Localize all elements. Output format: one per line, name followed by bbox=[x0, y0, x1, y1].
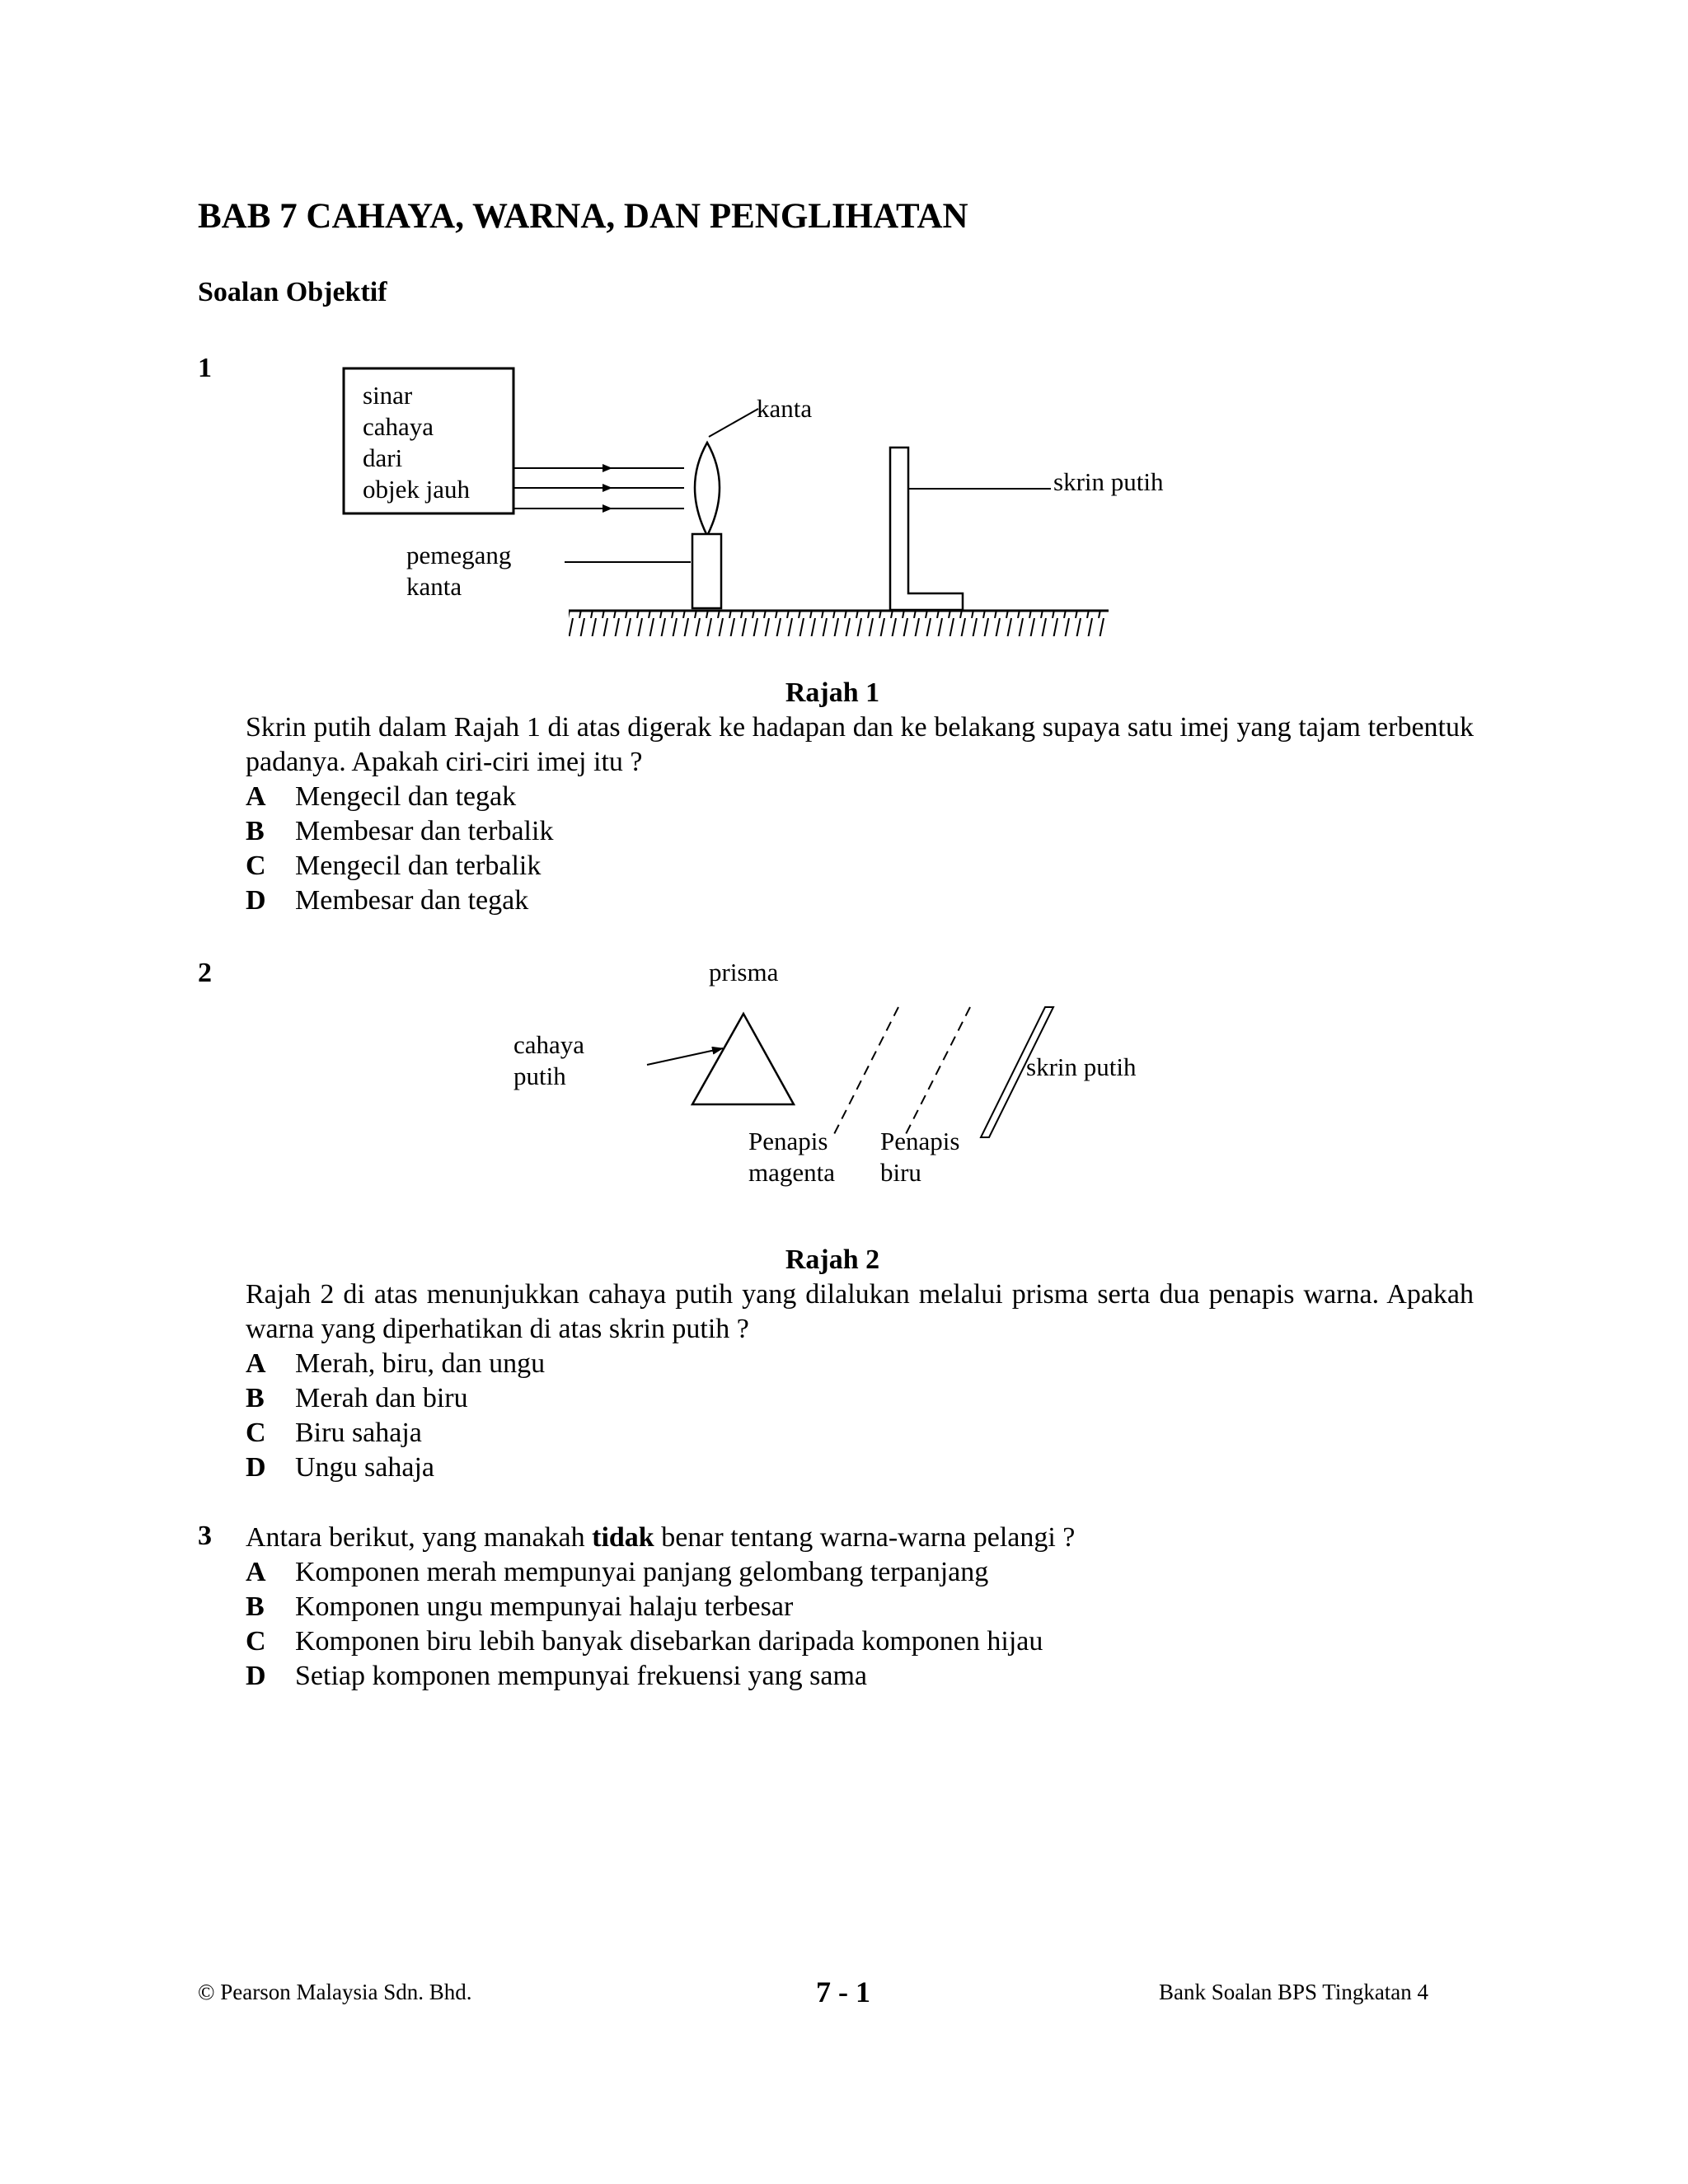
footer-copyright: © Pearson Malaysia Sdn. Bhd. bbox=[198, 1980, 472, 2004]
filter2-label-1: Penapis bbox=[880, 1127, 960, 1155]
option-letter: A bbox=[246, 1557, 266, 1587]
page-title: BAB 7 CAHAYA, WARNA, DAN PENGLIHATAN bbox=[198, 197, 968, 236]
question-number: 1 bbox=[198, 353, 212, 383]
footer-page-number: 7 - 1 bbox=[816, 1975, 870, 2008]
figure-caption: Rajah 2 bbox=[785, 1244, 880, 1275]
question-stem: Skrin putih dalam Rajah 1 di atas digerak ke hadapan dan ke belakang supaya satu imej yang tajam terbentuk padanya. Apakah ciri-ciri imej itu ? bbox=[246, 712, 1474, 777]
option-text: Merah dan biru bbox=[295, 1383, 468, 1413]
option-letter: C bbox=[246, 1418, 266, 1448]
option-a[interactable] bbox=[246, 780, 553, 814]
lens-label: kanta bbox=[757, 394, 813, 423]
question-stem: Rajah 2 di atas menunjukkan cahaya putih yang dilalukan melalui prisma serta dua penapis warna. Apakah warna yang diperhatikan di atas skrin putih ? bbox=[246, 1279, 1474, 1344]
option-letter: A bbox=[246, 781, 266, 812]
prism bbox=[692, 1014, 794, 1104]
screen-label: skrin putih bbox=[1026, 1052, 1137, 1081]
stem-emphasis: tidak bbox=[592, 1522, 654, 1553]
option-d[interactable] bbox=[246, 1659, 1043, 1694]
option-c[interactable] bbox=[246, 1416, 545, 1451]
blue-filter bbox=[904, 1007, 970, 1137]
incident-light-arrow bbox=[647, 1048, 723, 1065]
parallel-rays bbox=[513, 468, 684, 509]
question-number: 3 bbox=[198, 1521, 212, 1551]
option-text: Komponen biru lebih banyak disebarkan daripada komponen hijau bbox=[295, 1626, 1043, 1657]
option-text: Setiap komponen mempunyai frekuensi yang sama bbox=[295, 1661, 867, 1691]
option-letter: C bbox=[246, 1626, 266, 1657]
option-letter: D bbox=[246, 1452, 266, 1483]
prism-label: prisma bbox=[709, 958, 779, 987]
option-letter: C bbox=[246, 851, 266, 881]
option-text: Mengecil dan terbalik bbox=[295, 851, 542, 881]
filter1-label-2: magenta bbox=[748, 1158, 836, 1187]
section-heading: Soalan Objektif bbox=[198, 277, 387, 307]
filter1-label-1: Penapis bbox=[748, 1127, 828, 1155]
option-text: Mengecil dan tegak bbox=[295, 781, 517, 812]
option-letter: B bbox=[246, 1591, 265, 1622]
options-list bbox=[246, 1555, 1043, 1694]
stem-part: Antara berikut, yang manakah bbox=[246, 1522, 593, 1553]
option-text: Komponen merah mempunyai panjang gelombang terpanjang bbox=[295, 1557, 989, 1587]
option-text: Ungu sahaja bbox=[295, 1452, 435, 1483]
option-text: Membesar dan tegak bbox=[295, 885, 529, 916]
white-screen bbox=[890, 448, 963, 610]
light-label-1: cahaya bbox=[513, 1030, 585, 1059]
filter2-label-2: biru bbox=[880, 1158, 921, 1187]
options-list bbox=[246, 780, 553, 918]
option-d[interactable] bbox=[246, 883, 553, 918]
option-text: Merah, biru, dan ungu bbox=[295, 1348, 546, 1379]
magenta-filter bbox=[832, 1007, 898, 1137]
option-letter: B bbox=[246, 816, 265, 846]
question-stem bbox=[246, 1521, 1075, 1555]
box-label-2: cahaya bbox=[363, 412, 434, 441]
screen-label: skrin putih bbox=[1053, 467, 1164, 496]
figure-caption: Rajah 1 bbox=[785, 677, 880, 708]
option-c[interactable] bbox=[246, 1624, 1043, 1659]
option-text: Komponen ungu mempunyai halaju terbesar bbox=[295, 1591, 794, 1622]
footer-book-title: Bank Soalan BPS Tingkatan 4 bbox=[1159, 1980, 1429, 2004]
option-b[interactable] bbox=[246, 1590, 1043, 1624]
option-a[interactable] bbox=[246, 1347, 545, 1381]
holder-label-1: pemegang bbox=[406, 541, 512, 569]
option-letter: D bbox=[246, 885, 266, 916]
figure-rajah-1 bbox=[0, 0, 1688, 659]
option-b[interactable] bbox=[246, 814, 553, 849]
box-label-3: dari bbox=[363, 443, 403, 472]
option-a[interactable] bbox=[246, 1555, 1043, 1590]
option-b[interactable] bbox=[246, 1381, 545, 1416]
holder-label-2: kanta bbox=[406, 572, 462, 601]
question-number: 2 bbox=[198, 958, 212, 988]
stem-part: benar tentang warna-warna pelangi ? bbox=[654, 1522, 1076, 1553]
lens-holder bbox=[692, 534, 721, 608]
lens bbox=[695, 443, 720, 536]
option-text: Membesar dan terbalik bbox=[295, 816, 554, 846]
option-c[interactable] bbox=[246, 849, 553, 883]
lens-leader-line bbox=[709, 409, 758, 437]
option-d[interactable] bbox=[246, 1451, 545, 1485]
light-label-2: putih bbox=[513, 1062, 566, 1090]
box-label-1: sinar bbox=[363, 381, 413, 410]
option-letter: B bbox=[246, 1383, 265, 1413]
box-label-4: objek jauh bbox=[363, 475, 470, 504]
ground-hatching bbox=[569, 612, 1109, 636]
option-letter: D bbox=[246, 1661, 266, 1691]
option-letter: A bbox=[246, 1348, 266, 1379]
figure-rajah-2 bbox=[0, 940, 1688, 1212]
options-list bbox=[246, 1347, 545, 1485]
option-text: Biru sahaja bbox=[295, 1418, 422, 1448]
